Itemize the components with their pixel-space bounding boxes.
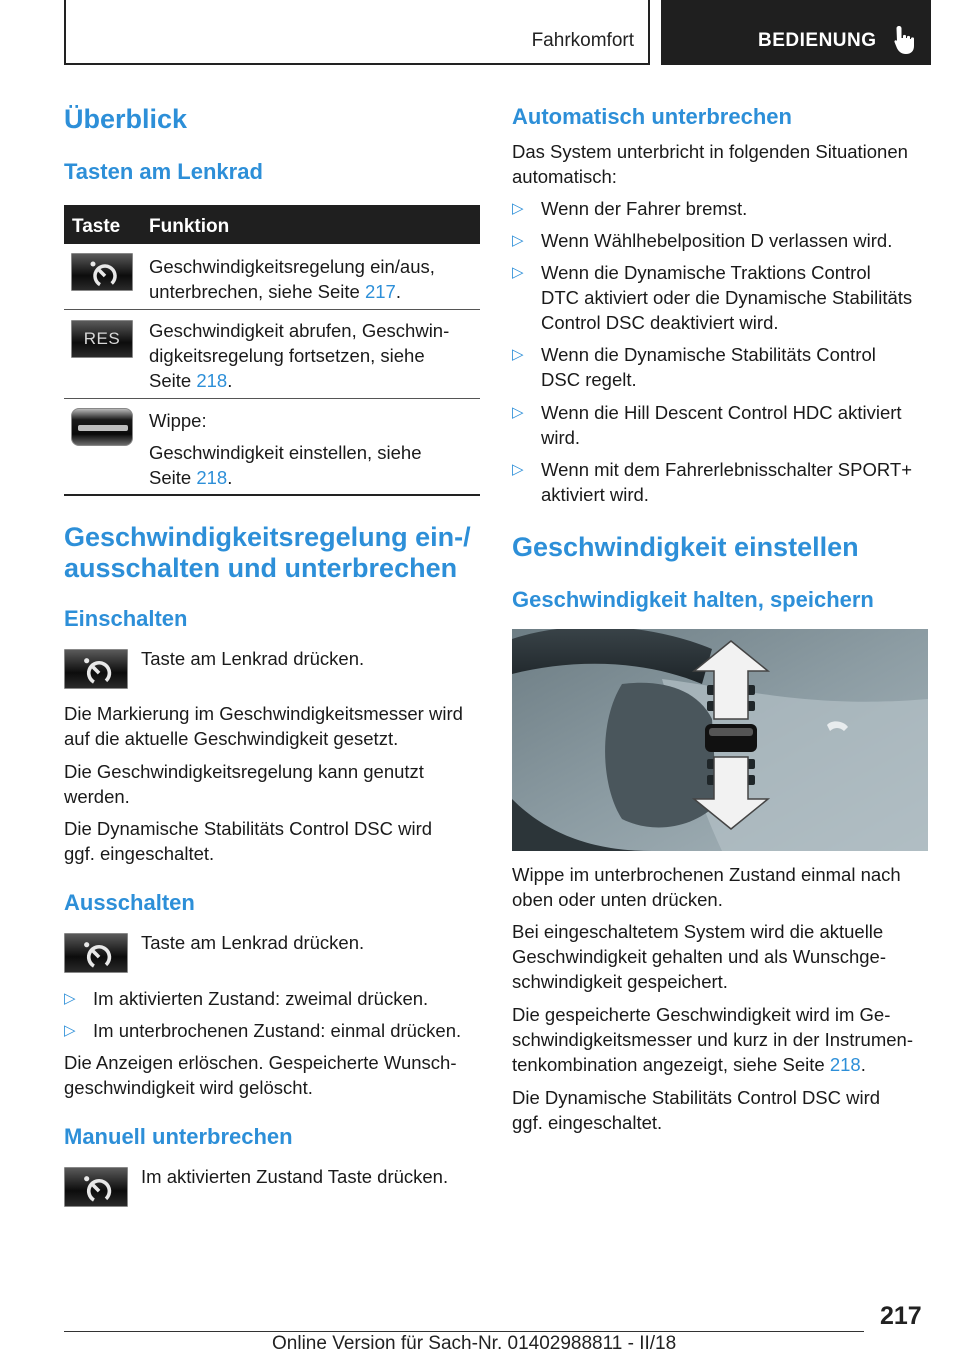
table-header — [64, 205, 480, 244]
ausschalten-instruction: Taste am Lenkrad drücken. — [141, 932, 365, 953]
page-link-218[interactable]: 218 — [196, 370, 228, 391]
manuell-instruction: Im aktivierten Zustand Taste drücken. — [141, 1166, 449, 1187]
automatisch-intro: Das System unterbricht in folgenden Situationen automatisch: — [512, 141, 908, 187]
rocker-switch-image — [71, 408, 133, 446]
subsection-title-ausschalten: Ausschalten — [64, 890, 195, 915]
page-link-218[interactable]: 218 — [196, 467, 228, 488]
table-bottom-line — [64, 494, 480, 496]
halten-paragraph-4: Die Dynamische Stabilitäts Control DSC wird ggf. eingeschaltet. — [512, 1087, 881, 1133]
halten-paragraph-3: Die gespeicherte Geschwindigkeit wird im Ge- schwindigkeitsmesser und kurz in der Instrumen- tenkombination angezeigt, siehe Seite 218. — [512, 1004, 913, 1075]
subsection-title-automatisch: Automatisch unterbrechen — [512, 104, 792, 129]
header-section-tab — [64, 0, 650, 65]
footer-text: Online Version für Sach-Nr. 01402988811 - II/18 — [272, 1333, 677, 1354]
steering-wheel-rocker-illustration — [512, 629, 928, 851]
rocker-icon — [72, 409, 134, 447]
header-chapter-tab — [661, 0, 931, 65]
bullet-triangle-icon: ▷ — [512, 264, 524, 281]
bullet-triangle-icon: ▷ — [512, 346, 524, 363]
bullet-triangle-icon: ▷ — [64, 1022, 76, 1039]
section-title-on-off: Geschwindigkeitsregelung ein-/ ausschalten und unterbrechen — [64, 522, 471, 583]
footer-divider — [64, 1331, 864, 1332]
subsection-title-halten: Geschwindigkeit halten, speichern — [512, 587, 874, 612]
page-link-217[interactable]: 217 — [364, 281, 396, 302]
bullet-triangle-icon: ▷ — [512, 232, 524, 249]
res-button-image: RES — [71, 320, 133, 358]
halten-paragraph-2: Bei eingeschaltetem System wird die aktuelle Geschwindigkeit gehalten und als Wunschge- schwindigkeit gespeichert. — [512, 921, 886, 992]
subsection-title-einschalten: Einschalten — [64, 606, 188, 631]
table-row-2-text: Geschwindigkeit abrufen, Geschwin- digkeitsregelung fortsetzen, siehe Seite 218. — [149, 320, 450, 391]
steering-wheel-photo — [512, 629, 928, 851]
table-row-divider — [64, 398, 480, 399]
bullet-triangle-icon: ▷ — [512, 461, 524, 478]
cruise-control-button-image — [71, 253, 133, 291]
einschalten-instruction: Taste am Lenkrad drücken. — [141, 648, 365, 669]
speedometer-icon — [65, 934, 129, 974]
table-row-divider — [64, 309, 480, 310]
subsection-title-manuell: Manuell unterbrechen — [64, 1124, 293, 1149]
pointing-hand-icon — [893, 24, 919, 56]
table-col-key: Taste — [72, 216, 121, 237]
header-section-label: Fahrkomfort — [531, 30, 634, 51]
cruise-control-button-image — [64, 649, 128, 689]
speedometer-icon — [65, 650, 129, 690]
speedometer-icon — [72, 254, 134, 292]
einschalten-paragraph-3: Die Dynamische Stabilitäts Control DSC wird ggf. eingeschaltet. — [64, 818, 433, 864]
bullet-triangle-icon: ▷ — [512, 404, 524, 421]
speedometer-icon — [65, 1168, 129, 1208]
page-number: 217 — [880, 1302, 922, 1330]
cruise-control-button-image — [64, 1167, 128, 1207]
ausschalten-paragraph: Die Anzeigen erlöschen. Gespeicherte Wunsch- geschwindigkeit wird gelöscht. — [64, 1052, 457, 1098]
page-title: Überblick — [64, 104, 188, 134]
einschalten-paragraph-2: Die Geschwindigkeitsregelung kann genutzt werden. — [64, 761, 424, 807]
bullet-triangle-icon: ▷ — [512, 200, 524, 217]
table-row-3-text: Wippe: Geschwindigkeit einstellen, siehe Seite 218. — [149, 410, 422, 488]
cruise-control-button-image — [64, 933, 128, 973]
subsection-title-keys: Tasten am Lenkrad — [64, 159, 263, 184]
section-title-einstellen: Geschwindigkeit einstellen — [512, 532, 859, 562]
header-chapter-label: BEDIENUNG — [758, 30, 877, 51]
bullet-triangle-icon: ▷ — [64, 990, 76, 1007]
einschalten-paragraph-1: Die Markierung im Geschwindigkeitsmesser wird auf die aktuelle Geschwindigkeit gesetzt. — [64, 703, 463, 749]
table-col-function: Funktion — [149, 216, 230, 237]
row1-line1: Geschwindigkeitsregelung ein/aus, — [149, 256, 435, 277]
halten-paragraph-1: Wippe im unterbrochenen Zustand einmal nach oben oder unten drücken. — [512, 864, 901, 910]
page-link-218[interactable]: 218 — [829, 1054, 861, 1075]
row1-line2: unterbrechen, siehe Seite 217. — [149, 281, 401, 302]
table-row-1-text — [149, 254, 479, 304]
